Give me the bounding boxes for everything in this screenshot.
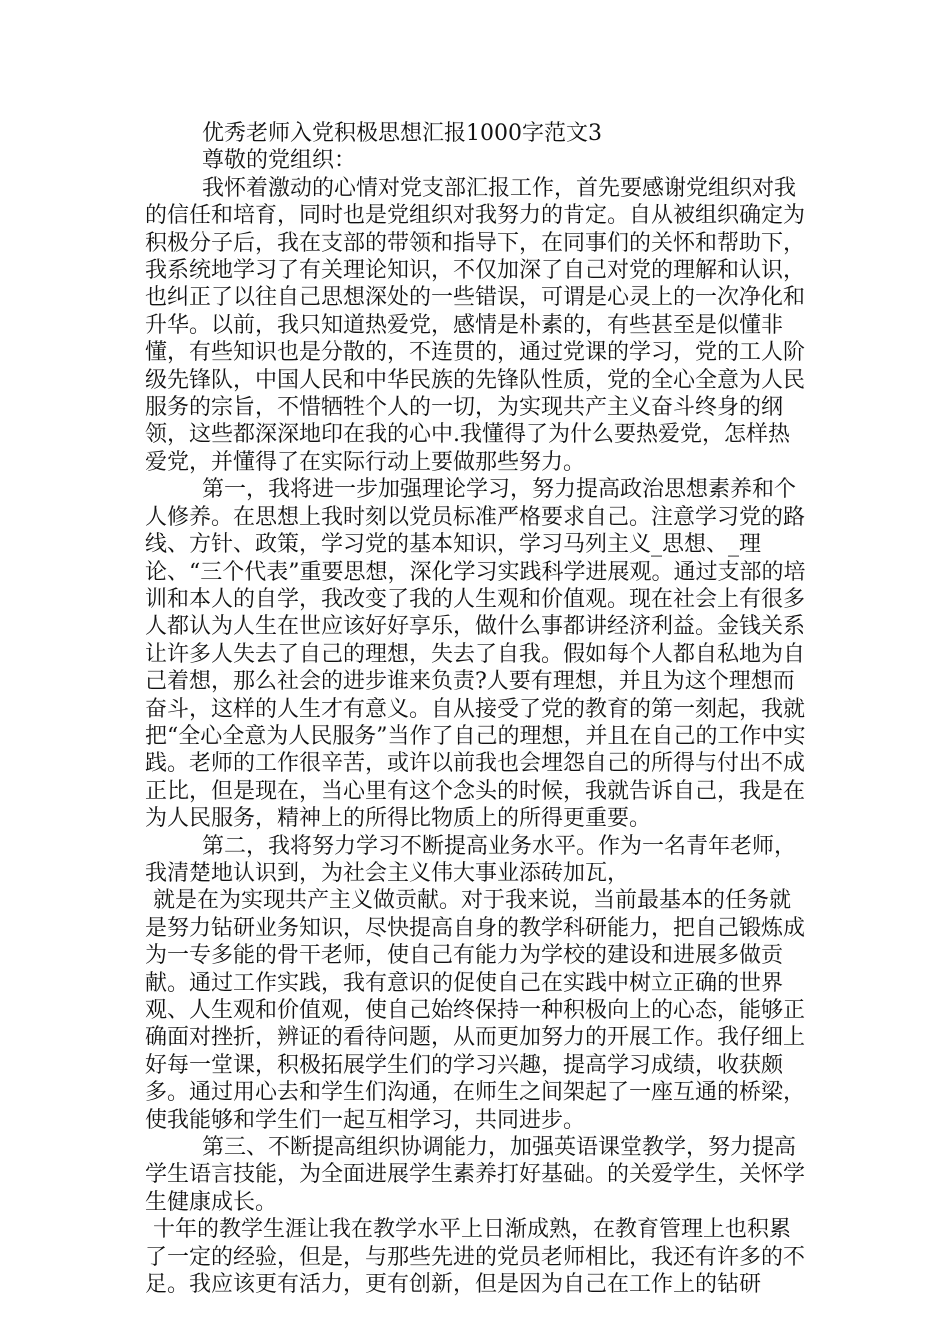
document-title: 优秀老师入党积极思想汇报1000字范文3 xyxy=(202,121,602,146)
document-body xyxy=(145,120,811,1298)
paragraph-fourth: 十年的教学生涯让我在教学水平上日渐成熟，在教育管理上也积累了一定的经验，但是，与那些先进的党员老师相比，我还有许多的不足。我应该更有活力，更有创新，但是因为自己在工作上的钻研 xyxy=(145,1217,806,1298)
paragraph-intro: 我怀着激动的心情对党支部汇报工作，首先要感谢党组织对我的信任和培育，同时也是党组织对我努力的肯定。自从被组织确定为积极分子后，我在支部的带领和指导下，在同事们的关怀和帮助下，我系统地学习了有关理论知识，不仅加深了自己对党的理解和认识，也纠正了以往自己思想深处的一些错误，可谓是心灵上的一次净化和升华。以前，我只知道热爱党，感情是朴素的，有些甚至是似懂非懂，有些知识也是分散的，不连贯的，通过党课的学习，党的工人阶级先锋队，中国人民和中华民族的先锋队性质，党的全心全意为人民服务的宗旨，不惜牺牲个人的一切，为实现共产主义奋斗终身的纲领，这些都深深地印在我的心中.我懂得了为什么要热爱党，怎样热爱党，并懂得了在实际行动上要做那些努力。 xyxy=(145,175,806,475)
paragraph-second-continued: 就是在为实现共产主义做贡献。对于我来说，当前最基本的任务就是努力钻研业务知识，尽快提高自身的教学科研能力，把自己锻炼成为一专多能的骨干老师，使自己有能力为学校的建设和进展多做贡献。通过工作实践，我有意识的促使自己在实践中树立正确的世界观、人生观和价值观，使自己始终保持一种积极向上的心态，能够正确面对挫折，辨证的看待问题，从而更加努力的开展工作。我仔细上好每一堂课，积极拓展学生们的学习兴趣，提高学习成绩，收获颇多。通过用心去和学生们沟通，在师生之间架起了一座互通的桥梁，使我能够和学生们一起互相学习，共同进步。 xyxy=(145,888,806,1133)
paragraph-first: 第一，我将进一步加强理论学习，努力提高政治思想素养和个人修养。在思想上我时刻以党员标准严格要求自己。注意学习党的路线、方针、政策，学习党的基本知识，学习马列主义_思想、_理论、“三个代表”重要思想，深化学习实践科学进展观。通过支部的培训和本人的自学，我改变了我的人生观和价值观。现在社会上有很多人都认为人生在世应该好好享乐，做什么事都讲经济利益。金钱关系让许多人失去了自己的理想，失去了自我。假如每个人都自私地为自己着想，那么社会的进步谁来负责?人要有理想，并且为这个理想而奋斗，这样的人生才有意义。自从接受了党的教育的第一刻起，我就把“全心全意为人民服务”当作了自己的理想，并且在自己的工作中实践。老师的工作很辛苦，或许以前我也会埋怨自己的所得与付出不成正比，但是现在，当心里有这个念头的时候，我就告诉自己，我是在为人民服务，精神上的所得比物质上的所得更重要。 xyxy=(145,477,806,832)
paragraph-second: 第二，我将努力学习不断提高业务水平。作为一名青年老师，我清楚地认识到，为社会主义伟大事业添砖加瓦， xyxy=(145,833,797,886)
salutation: 尊敬的党组织： xyxy=(202,148,357,174)
paragraph-third: 第三、不断提高组织协调能力，加强英语课堂教学，努力提高学生语言技能，为全面进展学生素养打好基础。的关爱学生，关怀学生健康成长。 xyxy=(145,1135,806,1215)
